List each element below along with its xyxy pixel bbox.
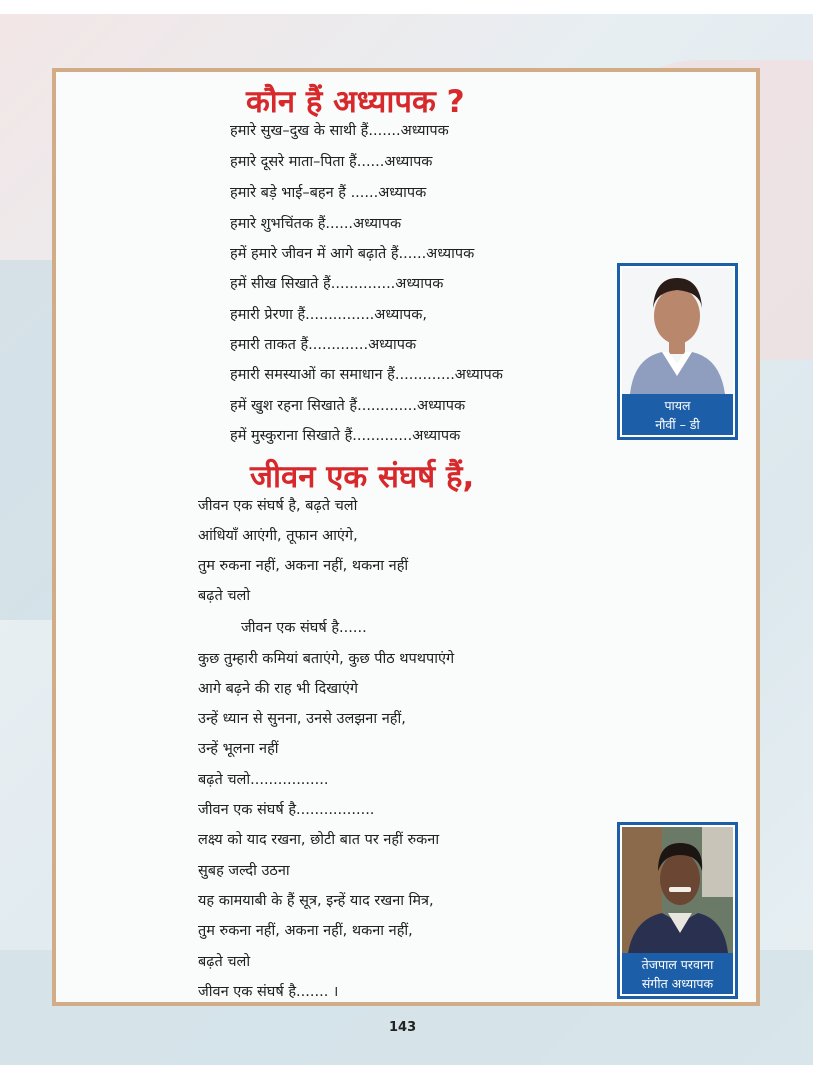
teacher-portrait [622,827,733,953]
poem1-line: हमारी ताकत हैं.............अध्यापक [230,337,417,353]
author-photo-card [617,263,738,440]
poem2-line: तुम रुकना नहीं, अकना नहीं, थकना नहीं, [198,923,413,939]
poem2-line: उन्हें भूलना नहीं [198,741,279,757]
student-portrait [622,268,733,394]
poem2-line: आगे बढ़ने की राह भी दिखाएंगे [198,681,358,697]
poem1-line: हमारी प्रेरणा हैं...............अध्यापक, [230,307,427,323]
author-designation: संगीत अध्यापक [641,976,714,991]
author-photo-card [617,822,738,999]
page-number: 143 [389,1020,417,1035]
poem2-line: बढ़ते चलो [198,954,251,970]
poem2-line: जीवन एक संघर्ष है, बढ़ते चलो [198,498,358,514]
poem2-line: जीवन एक संघर्ष है...... [241,620,367,636]
poem1-line: हमारे शुभचिंतक हैं......अध्यापक [230,216,402,232]
poem1-line: हमारे बड़े भाई–बहन हैं ......अध्यापक [230,185,427,201]
poem1-title: कौन हैं अध्यापक ? [246,84,465,120]
author-caption [622,953,733,994]
page-top-strip [0,0,813,14]
poem2-line: आंधियाँ आएंगी, तूफान आएंगे, [198,528,358,544]
poem2-line: जीवन एक संघर्ष है................. [198,802,375,818]
poem2-line: यह कामयाबी के हैं सूत्र, इन्हें याद रखना मित्र, [198,893,434,909]
poem1-line: हमारी समस्याओं का समाधान हैं.............अध्यापक [230,367,503,383]
poem2-line: कुछ तुम्हारी कमियां बताएंगे, कुछ पीठ थपथपाएंगे [198,651,455,667]
poem2-title: जीवन एक संघर्ष हैं, [250,459,475,495]
poem2-line: बढ़ते चलो [198,588,251,604]
author-caption [622,394,733,435]
poem2-line: तुम रुकना नहीं, अकना नहीं, थकना नहीं [198,558,409,574]
poem1-line: हमें मुस्कुराना सिखाते हैं.............अध्यापक [230,428,461,444]
poem2-line: बढ़ते चलो................. [198,772,329,788]
author-class: नौवीं – डी [655,417,700,432]
poem2-line: सुबह जल्दी उठना [198,863,290,879]
author-name: तेजपाल परवाना [641,957,714,972]
poem1-line: हमें सीख सिखाते हैं..............अध्यापक [230,276,444,292]
poem1-line: हमें खुश रहना सिखाते हैं.............अध्यापक [230,398,466,414]
poem2-line: जीवन एक संघर्ष है....... । [198,984,339,1000]
poem1-line: हमें हमारे जीवन में आगे बढ़ाते हैं......अध्यापक [230,246,475,262]
poem1-line: हमारे दूसरे माता–पिता हैं......अध्यापक [230,154,433,170]
poem2-line: लक्ष्य को याद रखना, छोटी बात पर नहीं रुकना [198,832,440,848]
poem1-line: हमारे सुख–दुख के साथी हैं.......अध्यापक [230,123,449,139]
author-name: पायल [664,398,691,413]
poem2-line: उन्हें ध्यान से सुनना, उनसे उलझना नहीं, [198,711,406,727]
